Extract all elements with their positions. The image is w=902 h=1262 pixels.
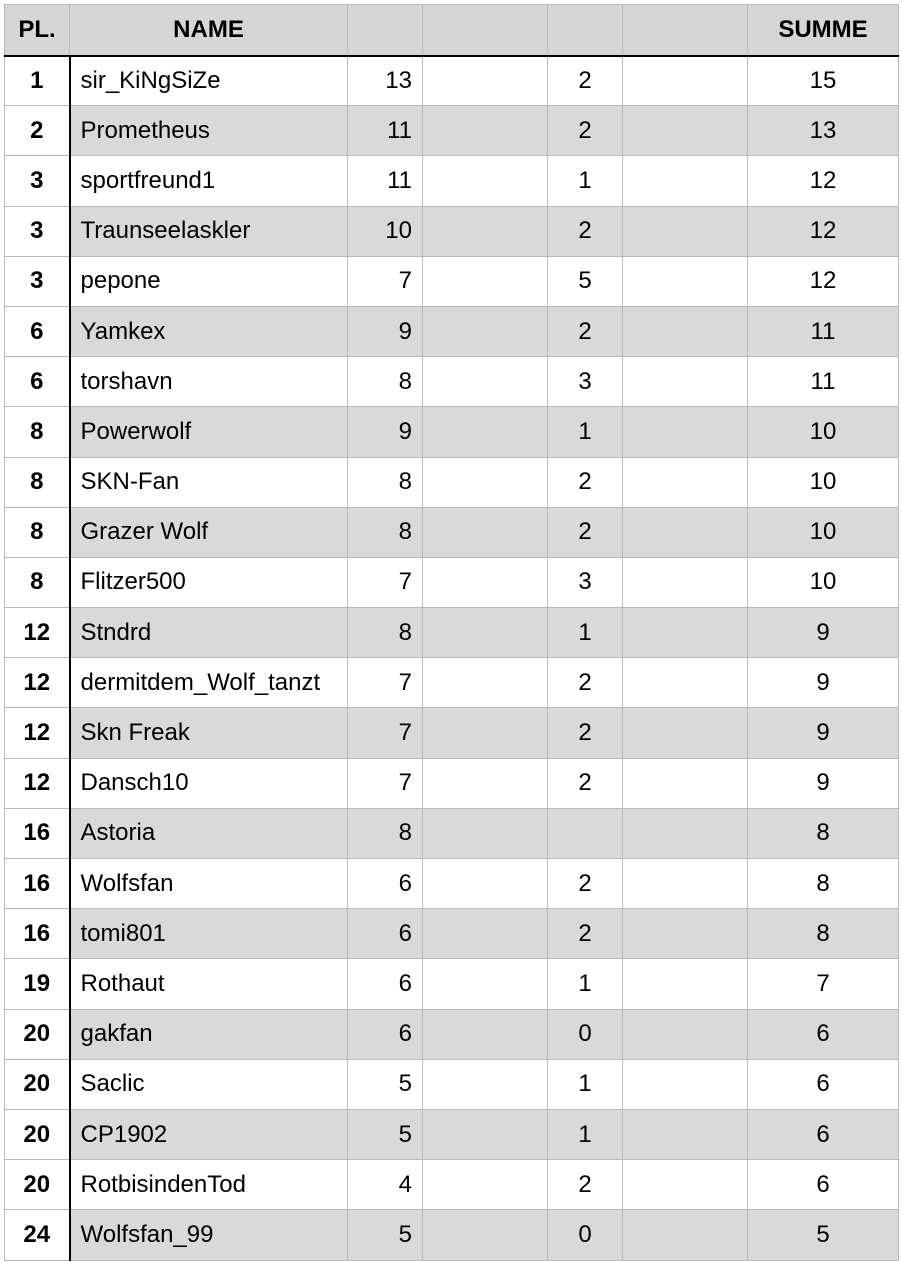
table-row xyxy=(5,256,899,306)
bonus-cell: 5 xyxy=(548,256,623,306)
bonus-cell: 2 xyxy=(548,507,623,557)
empty-cell xyxy=(623,708,748,758)
empty-cell xyxy=(623,357,748,407)
points-cell: 6 xyxy=(348,859,423,909)
name-cell: dermitdem_Wolf_tanzt xyxy=(70,658,348,708)
name-cell: Rothaut xyxy=(70,959,348,1009)
place-cell: 8 xyxy=(5,557,70,607)
place-cell: 12 xyxy=(5,708,70,758)
empty-cell xyxy=(623,56,748,106)
empty-cell xyxy=(423,457,548,507)
table-row xyxy=(5,808,899,858)
place-cell: 8 xyxy=(5,457,70,507)
place-cell: 16 xyxy=(5,808,70,858)
points-cell: 6 xyxy=(348,959,423,1009)
points-cell: 9 xyxy=(348,407,423,457)
sum-cell: 11 xyxy=(748,357,899,407)
empty-cell xyxy=(623,808,748,858)
header-name: NAME xyxy=(70,5,348,56)
name-cell: Stndrd xyxy=(70,608,348,658)
bonus-cell: 3 xyxy=(548,357,623,407)
bonus-cell: 2 xyxy=(548,909,623,959)
name-cell: pepone xyxy=(70,256,348,306)
empty-cell xyxy=(423,56,548,106)
bonus-cell: 1 xyxy=(548,608,623,658)
empty-cell xyxy=(623,1210,748,1260)
empty-cell xyxy=(623,1059,748,1109)
sum-cell: 12 xyxy=(748,206,899,256)
sum-cell: 5 xyxy=(748,1210,899,1260)
bonus-cell: 3 xyxy=(548,557,623,607)
place-cell: 1 xyxy=(5,56,70,106)
name-cell: tomi801 xyxy=(70,909,348,959)
bonus-cell: 1 xyxy=(548,1109,623,1159)
sum-cell: 6 xyxy=(748,1059,899,1109)
points-cell: 5 xyxy=(348,1109,423,1159)
name-cell: Yamkex xyxy=(70,306,348,356)
empty-cell xyxy=(623,256,748,306)
empty-cell xyxy=(623,206,748,256)
table-row xyxy=(5,156,899,206)
empty-cell xyxy=(423,758,548,808)
sum-cell: 10 xyxy=(748,457,899,507)
header-col6 xyxy=(623,5,748,56)
sum-cell: 8 xyxy=(748,859,899,909)
place-cell: 24 xyxy=(5,1210,70,1260)
place-cell: 20 xyxy=(5,1160,70,1210)
bonus-cell: 1 xyxy=(548,156,623,206)
empty-cell xyxy=(423,1210,548,1260)
name-cell: Wolfsfan xyxy=(70,859,348,909)
points-cell: 11 xyxy=(348,156,423,206)
points-cell: 7 xyxy=(348,256,423,306)
sum-cell: 9 xyxy=(748,608,899,658)
sum-cell: 10 xyxy=(748,557,899,607)
sum-cell: 11 xyxy=(748,306,899,356)
empty-cell xyxy=(623,1160,748,1210)
empty-cell xyxy=(623,106,748,156)
place-cell: 2 xyxy=(5,106,70,156)
sum-cell: 8 xyxy=(748,909,899,959)
header-place: PL. xyxy=(5,5,70,56)
bonus-cell: 1 xyxy=(548,959,623,1009)
standings-body xyxy=(5,56,899,1261)
empty-cell xyxy=(423,1009,548,1059)
name-cell: Astoria xyxy=(70,808,348,858)
bonus-cell: 1 xyxy=(548,407,623,457)
empty-cell xyxy=(423,658,548,708)
points-cell: 13 xyxy=(348,56,423,106)
table-row xyxy=(5,859,899,909)
place-cell: 19 xyxy=(5,959,70,1009)
header-row xyxy=(5,5,899,56)
empty-cell xyxy=(423,507,548,557)
table-row xyxy=(5,658,899,708)
standings-table xyxy=(4,4,899,1261)
name-cell: Saclic xyxy=(70,1059,348,1109)
empty-cell xyxy=(623,507,748,557)
empty-cell xyxy=(623,557,748,607)
empty-cell xyxy=(423,206,548,256)
empty-cell xyxy=(623,658,748,708)
empty-cell xyxy=(423,106,548,156)
empty-cell xyxy=(623,758,748,808)
empty-cell xyxy=(623,859,748,909)
name-cell: Skn Freak xyxy=(70,708,348,758)
points-cell: 7 xyxy=(348,758,423,808)
empty-cell xyxy=(623,306,748,356)
sum-cell: 9 xyxy=(748,758,899,808)
empty-cell xyxy=(623,1109,748,1159)
empty-cell xyxy=(423,1059,548,1109)
points-cell: 5 xyxy=(348,1059,423,1109)
table-row xyxy=(5,1160,899,1210)
place-cell: 3 xyxy=(5,256,70,306)
bonus-cell: 2 xyxy=(548,106,623,156)
bonus-cell: 2 xyxy=(548,708,623,758)
empty-cell xyxy=(423,708,548,758)
empty-cell xyxy=(423,557,548,607)
empty-cell xyxy=(423,808,548,858)
bonus-cell: 2 xyxy=(548,306,623,356)
empty-cell xyxy=(423,909,548,959)
name-cell: Grazer Wolf xyxy=(70,507,348,557)
empty-cell xyxy=(623,1009,748,1059)
empty-cell xyxy=(423,1109,548,1159)
sum-cell: 12 xyxy=(748,256,899,306)
name-cell: Wolfsfan_99 xyxy=(70,1210,348,1260)
empty-cell xyxy=(423,859,548,909)
table-row xyxy=(5,1009,899,1059)
points-cell: 8 xyxy=(348,608,423,658)
name-cell: Flitzer500 xyxy=(70,557,348,607)
points-cell: 11 xyxy=(348,106,423,156)
name-cell: sir_KiNgSiZe xyxy=(70,56,348,106)
place-cell: 8 xyxy=(5,507,70,557)
empty-cell xyxy=(623,156,748,206)
name-cell: Dansch10 xyxy=(70,758,348,808)
place-cell: 16 xyxy=(5,909,70,959)
place-cell: 12 xyxy=(5,658,70,708)
table-row xyxy=(5,1059,899,1109)
empty-cell xyxy=(423,1160,548,1210)
empty-cell xyxy=(623,909,748,959)
empty-cell xyxy=(623,959,748,1009)
name-cell: sportfreund1 xyxy=(70,156,348,206)
place-cell: 3 xyxy=(5,206,70,256)
table-row xyxy=(5,959,899,1009)
name-cell: Traunseelaskler xyxy=(70,206,348,256)
name-cell: gakfan xyxy=(70,1009,348,1059)
points-cell: 4 xyxy=(348,1160,423,1210)
place-cell: 20 xyxy=(5,1009,70,1059)
points-cell: 6 xyxy=(348,1009,423,1059)
sum-cell: 10 xyxy=(748,407,899,457)
table-row xyxy=(5,557,899,607)
table-row xyxy=(5,306,899,356)
empty-cell xyxy=(423,407,548,457)
sum-cell: 12 xyxy=(748,156,899,206)
place-cell: 12 xyxy=(5,608,70,658)
points-cell: 6 xyxy=(348,909,423,959)
points-cell: 5 xyxy=(348,1210,423,1260)
sum-cell: 8 xyxy=(748,808,899,858)
sum-cell: 13 xyxy=(748,106,899,156)
header-col4 xyxy=(423,5,548,56)
place-cell: 8 xyxy=(5,407,70,457)
place-cell: 16 xyxy=(5,859,70,909)
name-cell: RotbisindenTod xyxy=(70,1160,348,1210)
bonus-cell: 0 xyxy=(548,1009,623,1059)
place-cell: 20 xyxy=(5,1109,70,1159)
sum-cell: 15 xyxy=(748,56,899,106)
bonus-cell: 2 xyxy=(548,859,623,909)
points-cell: 8 xyxy=(348,457,423,507)
name-cell: Prometheus xyxy=(70,106,348,156)
points-cell: 9 xyxy=(348,306,423,356)
sum-cell: 9 xyxy=(748,708,899,758)
empty-cell xyxy=(423,959,548,1009)
table-row xyxy=(5,407,899,457)
bonus-cell: 2 xyxy=(548,1160,623,1210)
table-row xyxy=(5,608,899,658)
sum-cell: 7 xyxy=(748,959,899,1009)
table-row xyxy=(5,357,899,407)
place-cell: 12 xyxy=(5,758,70,808)
table-row xyxy=(5,758,899,808)
name-cell: torshavn xyxy=(70,357,348,407)
empty-cell xyxy=(623,407,748,457)
empty-cell xyxy=(423,357,548,407)
table-row xyxy=(5,56,899,106)
points-cell: 8 xyxy=(348,357,423,407)
table-row xyxy=(5,507,899,557)
empty-cell xyxy=(423,156,548,206)
bonus-cell: 2 xyxy=(548,56,623,106)
header-col3 xyxy=(348,5,423,56)
sum-cell: 10 xyxy=(748,507,899,557)
name-cell: CP1902 xyxy=(70,1109,348,1159)
bonus-cell xyxy=(548,808,623,858)
points-cell: 8 xyxy=(348,507,423,557)
header-col5 xyxy=(548,5,623,56)
place-cell: 3 xyxy=(5,156,70,206)
empty-cell xyxy=(423,306,548,356)
points-cell: 7 xyxy=(348,658,423,708)
bonus-cell: 2 xyxy=(548,758,623,808)
bonus-cell: 0 xyxy=(548,1210,623,1260)
points-cell: 10 xyxy=(348,206,423,256)
table-row xyxy=(5,106,899,156)
sum-cell: 6 xyxy=(748,1009,899,1059)
place-cell: 6 xyxy=(5,306,70,356)
table-row xyxy=(5,909,899,959)
bonus-cell: 2 xyxy=(548,658,623,708)
points-cell: 8 xyxy=(348,808,423,858)
table-row xyxy=(5,1109,899,1159)
sum-cell: 6 xyxy=(748,1160,899,1210)
place-cell: 20 xyxy=(5,1059,70,1109)
table-row xyxy=(5,708,899,758)
header-sum: SUMME xyxy=(748,5,899,56)
bonus-cell: 1 xyxy=(548,1059,623,1109)
empty-cell xyxy=(623,608,748,658)
name-cell: Powerwolf xyxy=(70,407,348,457)
name-cell: SKN-Fan xyxy=(70,457,348,507)
points-cell: 7 xyxy=(348,557,423,607)
place-cell: 6 xyxy=(5,357,70,407)
empty-cell xyxy=(423,256,548,306)
points-cell: 7 xyxy=(348,708,423,758)
standings-sheet xyxy=(4,4,898,1261)
sum-cell: 6 xyxy=(748,1109,899,1159)
bonus-cell: 2 xyxy=(548,206,623,256)
table-row xyxy=(5,206,899,256)
empty-cell xyxy=(423,608,548,658)
empty-cell xyxy=(623,457,748,507)
table-row xyxy=(5,1210,899,1260)
bonus-cell: 2 xyxy=(548,457,623,507)
table-row xyxy=(5,457,899,507)
sum-cell: 9 xyxy=(748,658,899,708)
